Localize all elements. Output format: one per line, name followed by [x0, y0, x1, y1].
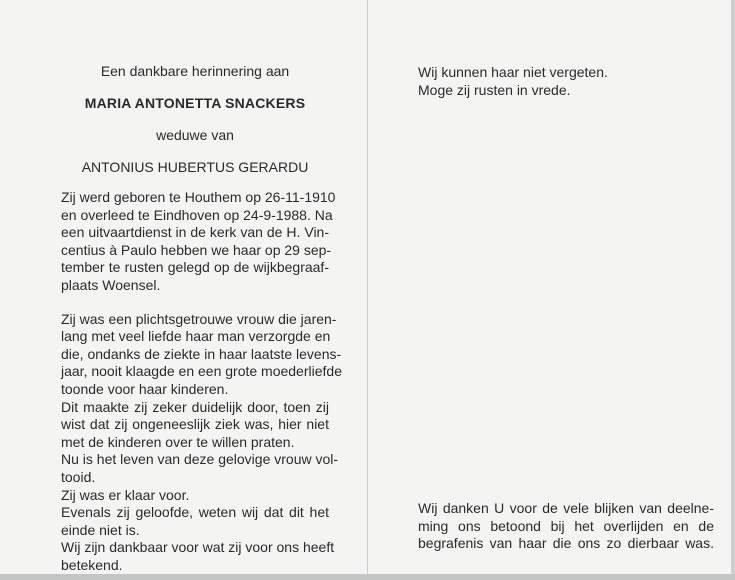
deceased-name: MARIA ANTONETTA SNACKERS: [84, 95, 306, 111]
text-line: Dit maakte zij zeker duidelijk door, toen zij: [61, 398, 329, 415]
text-line: tember te rusten gelegd op de wijkbegraaf-: [61, 259, 329, 276]
text-line: toonde voor haar kinderen.: [61, 380, 229, 397]
text-line: Zij was een plichtsgetrouwe vrouw die jaren-: [61, 310, 337, 327]
text-line: Nu is het leven van deze gelovige vrouw vol-: [61, 451, 339, 468]
text-line: Evenals zij geloofde, weten wij dat dit het: [61, 504, 329, 521]
left-panel: [61, 62, 342, 574]
text-line: centius à Paulo hebben we haar op 29 sep-: [61, 241, 332, 258]
text-line: lang met veel liefde haar man verzorgde en: [61, 328, 331, 345]
text-line: jaar, nooit klaagde en een grote moederliefde: [61, 363, 342, 380]
text-line: die, ondanks de ziekte in haar laatste levens-: [61, 345, 342, 362]
text-line: en overleed te Eindhoven op 24-9-1988. Na: [61, 206, 333, 223]
text-line: met de kinderen over te willen praten.: [61, 433, 295, 450]
text-line: Zij was er klaar voor.: [61, 486, 190, 503]
card-edge-right: [731, 0, 735, 580]
text-line: Wij zijn dankbaar voor wat zij voor ons heeft: [61, 539, 335, 556]
text-line: wist dat zij ongeneeslijk ziek was, hier niet: [61, 416, 329, 433]
widow-of-line: weduwe van: [156, 127, 234, 143]
intro-line: Een dankbare herinnering aan: [100, 63, 290, 79]
verse-line: Moge zij rusten in vrede.: [418, 82, 571, 98]
verse-line: Wij kunnen haar niet vergeten.: [418, 64, 608, 80]
thanks-line: ming ons betoond bij het overlijden en de: [418, 517, 714, 534]
thanks-block: [418, 500, 714, 553]
text-line: plaats Woensel.: [61, 276, 161, 293]
thanks-line: Wij danken U voor de vele blijken van deelne-: [418, 500, 714, 516]
thanks-line: begrafenis van haar die ons zo dierbaar was.: [418, 535, 714, 552]
text-line: een uitvaartdienst in de kerk van de H. Vin-: [61, 224, 329, 241]
husband-name: ANTONIUS HUBERTUS GERARDU: [81, 159, 309, 175]
card-fold-line: [367, 0, 368, 580]
verse-block: [418, 63, 714, 99]
text-line: tooid.: [61, 468, 96, 485]
text-line: einde niet is.: [61, 521, 140, 538]
text-line: betekend.: [61, 556, 123, 573]
tribute-paragraph: [61, 310, 342, 575]
biography-paragraph: [61, 189, 336, 295]
card-edge-bottom: [0, 574, 735, 580]
text-line: Zij werd geboren te Houthem op 26-11-1910: [61, 189, 336, 205]
